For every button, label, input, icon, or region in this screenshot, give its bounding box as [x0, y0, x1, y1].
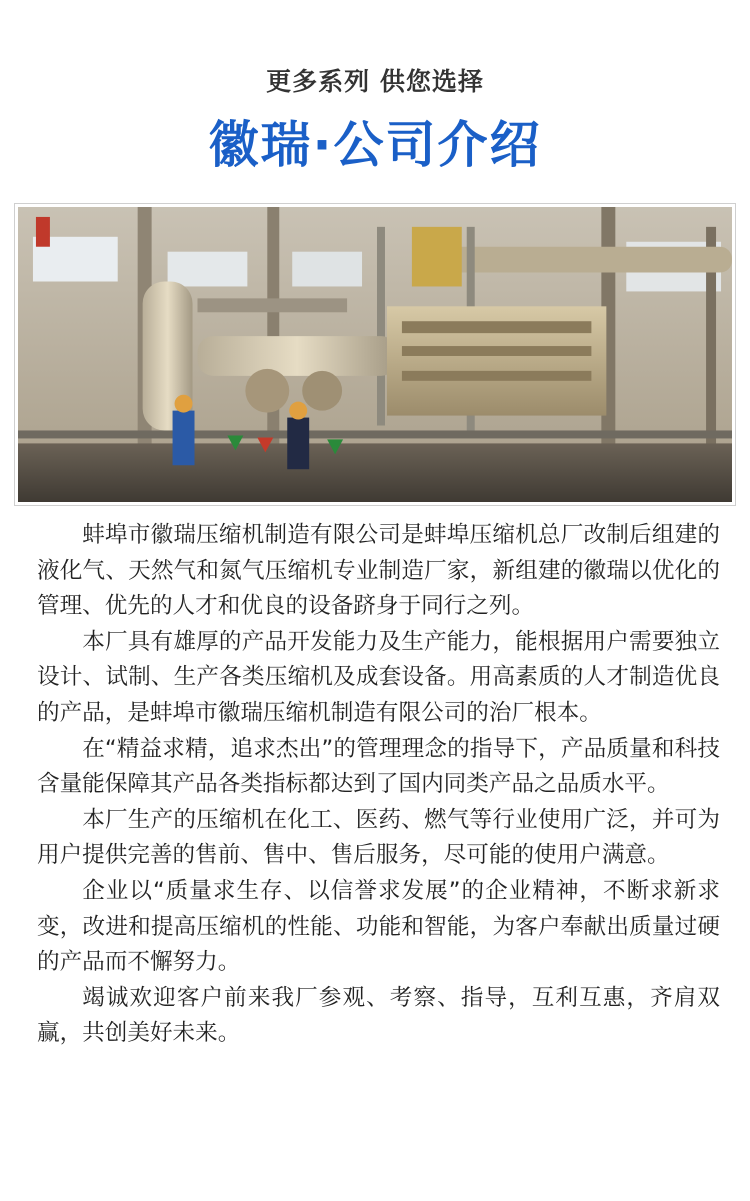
factory-photo: [14, 203, 736, 506]
intro-paragraph: 竭诚欢迎客户前来我厂参观、考察、指导，互利互惠，齐肩双赢，共创美好未来。: [37, 984, 720, 1047]
intro-paragraph: 本厂具有雄厚的产品开发能力及生产能力，能根据用户需要独立设计、试制、生产各类压缩机及成套设备。用高素质的人才制造优良的产品，是蚌埠市徽瑞压缩机制造有限公司的治厂根本。: [37, 628, 720, 726]
intro-paragraph: 在“精益求精，追求杰出”的管理理念的指导下，产品质量和科技含量能保障其产品各类指标都达到了国内同类产品之品质水平。: [37, 735, 720, 798]
intro-paragraph: 蚌埠市徽瑞压缩机制造有限公司是蚌埠压缩机总厂改制后组建的液化气、天然气和氮气压缩机专业制造厂家，新组建的徽瑞以优化的管理、优先的人才和优良的设备跻身于同行之列。: [37, 522, 720, 620]
section-subtitle: 更多系列 供您选择: [266, 67, 484, 96]
page-title: 徽瑞·公司介绍: [208, 116, 542, 174]
intro-paragraph: 企业以“质量求生存、以信誉求发展”的企业精神，不断求新求变，改进和提高压缩机的性能、功能和智能，为客户奉献出质量过硬的产品而不懈努力。: [37, 877, 720, 976]
company-intro-text: [37, 518, 720, 1052]
intro-paragraph: 本厂生产的压缩机在化工、医药、燃气等行业使用广泛，并可为用户提供完善的售前、售中、售后服务，尽可能的使用户满意。: [37, 806, 720, 869]
factory-compressor-photo-icon: [18, 207, 732, 502]
